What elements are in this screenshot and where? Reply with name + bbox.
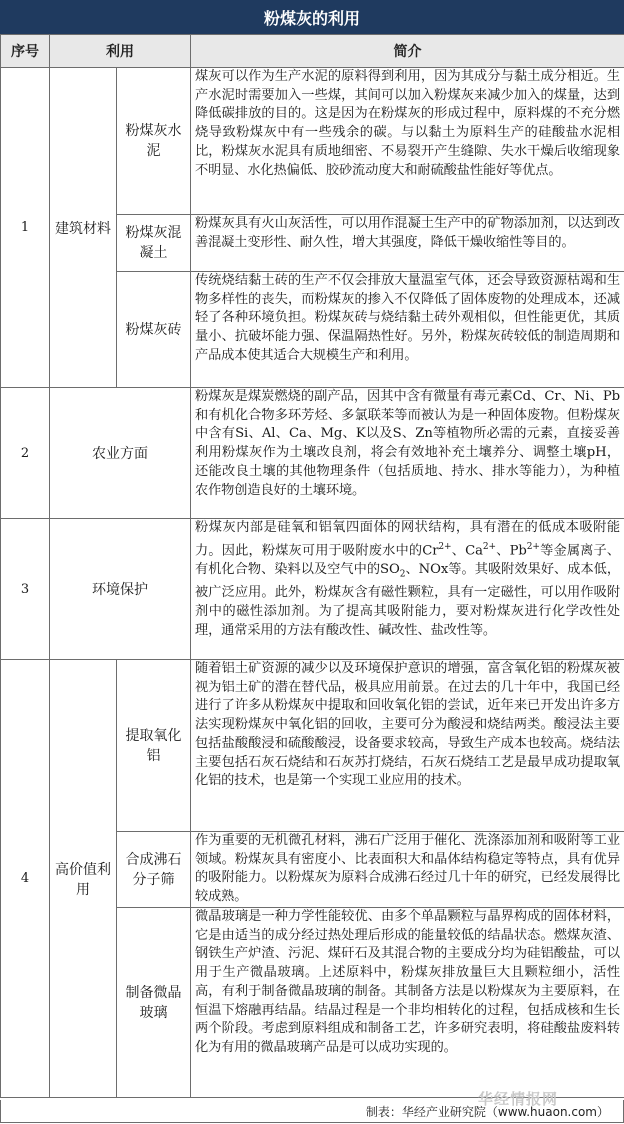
row-category: 建筑材料 <box>50 68 117 388</box>
usage-table <box>0 34 624 1098</box>
sub-item-desc: 微晶玻璃是一种力学性能较优、由多个单晶颗粒与晶界构成的固体材料，它是由适当的成分经过热处理后形成的能量较低的结晶状态。燃煤灰渣、钢铁生产炉渣、污泥、煤矸石及其混合物的主要成分均为硅铝酸盐，可以用于生产微晶玻璃。上述原料中，粉煤灰排放量巨大且颗粒细小，活性高，有利于制备微晶玻璃的制备。其制备方法是以粉煤灰为主要原料，在恒温下熔融再结晶。结晶过程是一个非均相转化的过程，包括成核和生长两个阶段。考虑到原料组成和制备工艺，许多研究表明，将硅酸盐废料转化为有用的微晶玻璃产品是可以成功实现的。 <box>191 908 624 1098</box>
table-row <box>1 660 624 832</box>
row-desc: 粉煤灰是煤炭燃烧的副产品，因其中含有微量有毒元素Cd、Cr、Ni、Pb和有机化合物多环芳烃、多氯联苯等而被认为是一种固体废物。但粉煤灰中含有Si、Al、Ca、Mg、K以及S、Zn等植物所必需的元素，直接妥善利用粉煤灰作为土壤改良剂，将会有效地补充土壤养分、调整土壤pH，还能改良土壤的其他物理条件（包括质地、持水、排水等能力），为种植农作物创造良好的土壤环境。 <box>191 388 624 519</box>
row-category: 农业方面 <box>50 388 191 519</box>
header-seq: 序号 <box>1 35 50 68</box>
row-seq: 3 <box>1 519 50 660</box>
sub-item-desc: 粉煤灰具有火山灰活性，可以用作混凝土生产中的矿物添加剂，以达到改善混凝土变形性、耐久性，增大其强度，降低干燥收缩性等目的。 <box>191 215 624 272</box>
row-category: 高价值利用 <box>50 660 117 1098</box>
sub-item-desc: 随着铝土矿资源的减少以及环境保护意识的增强，富含氧化铝的粉煤灰被视为铝土矿的潜在替代品，极具应用前景。在过去的几十年中，我国已经进行了许多从粉煤灰中提取和回收氧化铝的尝试，近年来已开发出许多方法实现粉煤灰中氧化铝的回收，主要可分为酸浸和烧结两类。酸浸法主要包括盐酸酸浸和硫酸酸浸，设备要求较高，导致生产成本也较高。烧结法主要包括石灰石烧结和石灰苏打烧结，石灰石烧结工艺是最早成功提取氧化铝的技术，也是第一个实现工业应用的技术。 <box>191 660 624 832</box>
row-desc: 粉煤灰内部是硅氧和铝氧四面体的网状结构，具有潜在的低成本吸附能力。因此，粉煤灰可用于吸附废水中的$Cr^{2+}$、$Ca^{2+}$、$Pb^{2+}$等金属离子、有机化合物、染料以及空气中的$SO_2$、NOx等。其吸附效果好、成本低，被广泛应用。此外，粉煤灰含有磁性颗粒，具有一定磁性，可以用作吸附剂中的磁性添加剂。为了提高其吸附能力，要对粉煤灰进行化学改性处理，通常采用的方法有酸改性、碱改性、盐改性等。 <box>191 519 624 660</box>
sub-item-desc: 作为重要的无机微孔材料，沸石广泛用于催化、洗涤添加剂和吸附等工业领域。粉煤灰具有密度小、比表面积大和晶体结构稳定等特点，具有优异的吸附能力。以粉煤灰为原料合成沸石经过几十年的研究，已经发展得比较成熟。 <box>191 832 624 908</box>
sub-item-name: 粉煤灰混凝土 <box>117 215 191 272</box>
sub-item-name: 粉煤灰水泥 <box>117 68 191 215</box>
watermark-logo: 华经情报网 <box>478 1090 559 1108</box>
table-row <box>1 388 624 519</box>
header-use: 利用 <box>50 35 191 68</box>
sub-item-name: 合成沸石分子筛 <box>117 832 191 908</box>
header-intro: 简介 <box>191 35 624 68</box>
table-row <box>1 519 624 660</box>
source-text: 制表：华经产业研究院（www.huaon.com） <box>365 1104 609 1119</box>
sub-item-name: 粉煤灰砖 <box>117 272 191 388</box>
row-seq: 4 <box>1 660 50 1098</box>
row-seq: 2 <box>1 388 50 519</box>
header-row <box>1 35 624 68</box>
row-seq: 1 <box>1 68 50 388</box>
sub-item-desc: 煤灰可以作为生产水泥的原料得到利用，因为其成分与黏土成分相近。生产水泥时需要加入一些煤，其间可以加入粉煤灰来减少加入的煤量，达到降低碳排放的目的。这是因为在粉煤灰的形成过程中，原料煤的不充分燃烧导致粉煤灰中有一些残余的碳。与以黏土为原料生产的硅酸盐水泥相比，粉煤灰水泥具有质地细密、不易裂开产生缝隙、失水干燥后收缩现象不明显、水化热偏低、胶砂流动度大和耐硫酸盐性能好等优点。 <box>191 68 624 215</box>
table-title: 粉煤灰的利用 <box>0 0 624 34</box>
table-row <box>1 68 624 215</box>
row-category: 环境保护 <box>50 519 191 660</box>
sub-item-desc: 传统烧结黏土砖的生产不仅会排放大量温室气体，还会导致资源枯竭和生物多样性的丧失，而粉煤灰的掺入不仅降低了固体废物的处理成本，还减轻了各种环境负担。粉煤灰砖与烧结黏土砖外观相似，但性能更优，其质量小、抗破坏能力强、保温隔热性好。另外，粉煤灰砖较低的制造周期和产品成本使其适合大规模生产和利用。 <box>191 272 624 388</box>
sub-item-name: 制备微晶玻璃 <box>117 908 191 1098</box>
sub-item-name: 提取氧化铝 <box>117 660 191 832</box>
